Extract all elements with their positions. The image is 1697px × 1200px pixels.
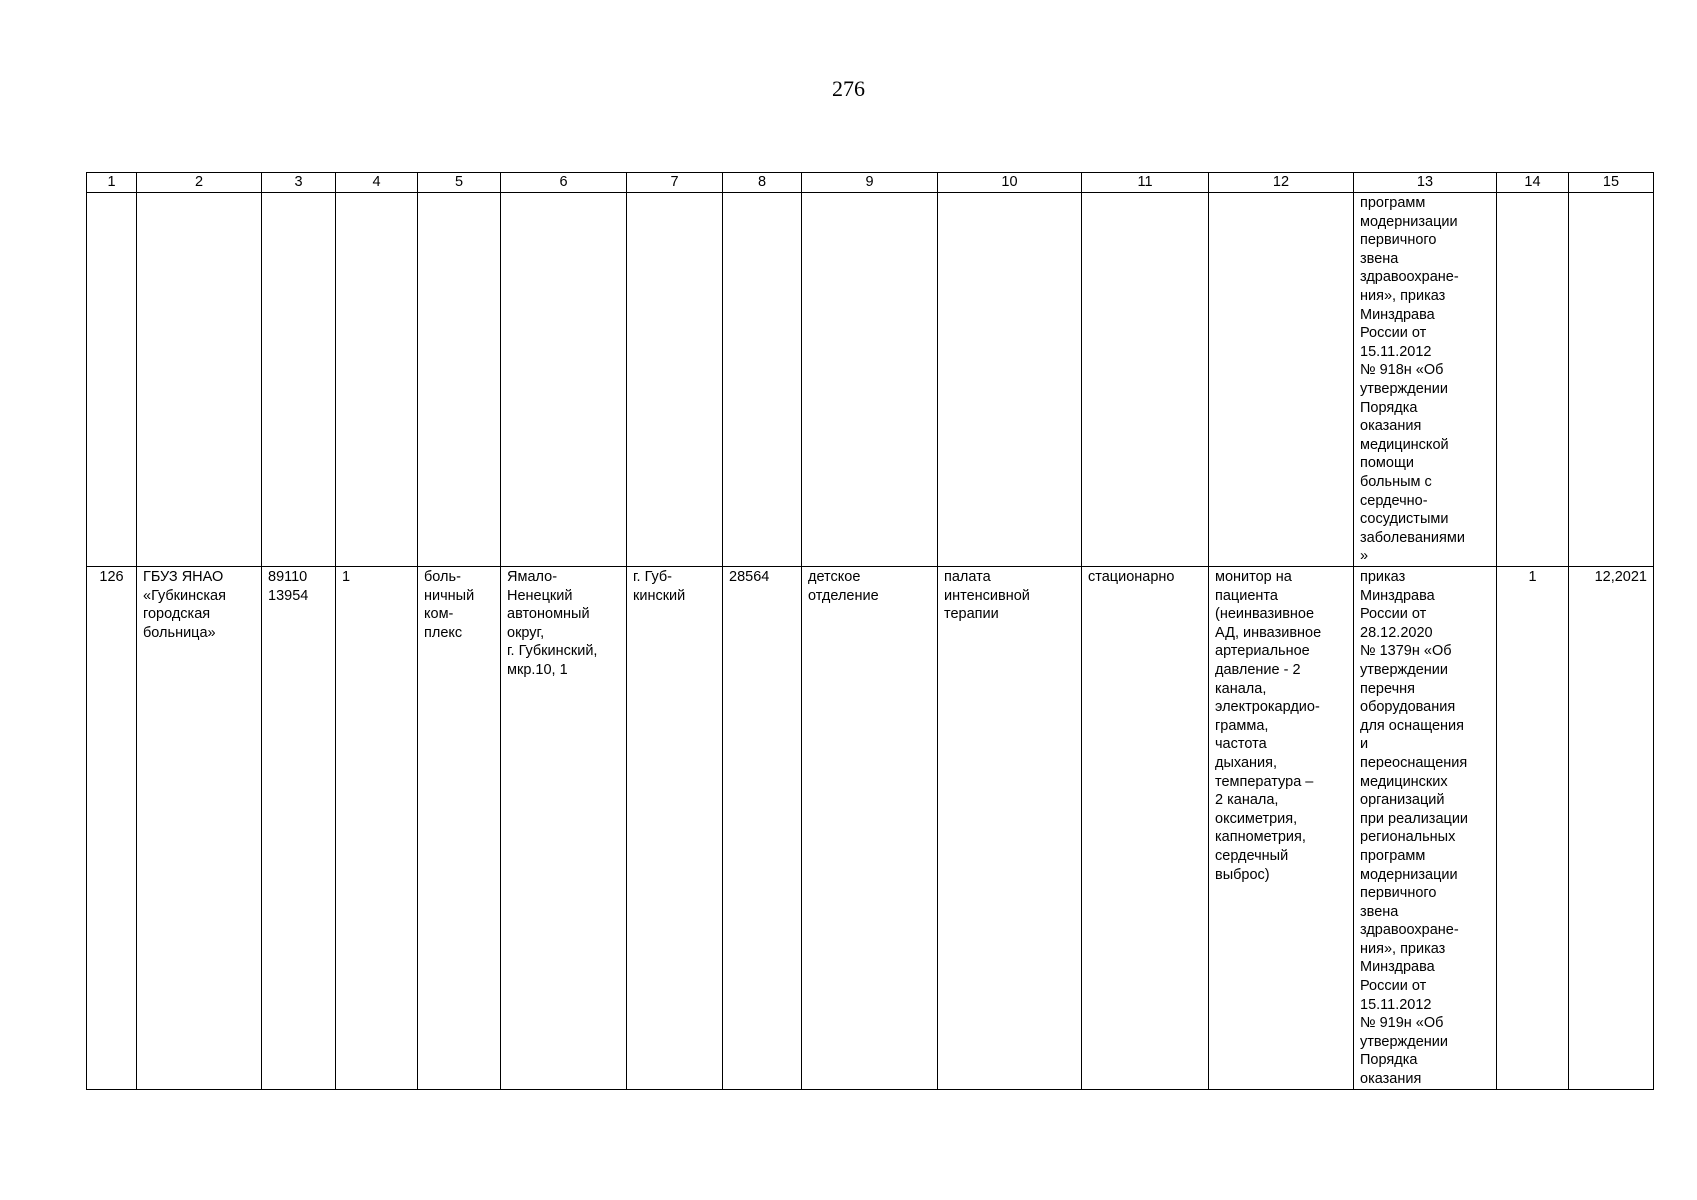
table-cell xyxy=(1569,193,1654,567)
organization-cell: ГБУЗ ЯНАО «Губкинская городская больница» xyxy=(137,567,262,1090)
table-cell xyxy=(87,193,137,567)
city-cell: г. Губ- кинский xyxy=(627,567,723,1090)
column-header: 2 xyxy=(137,173,262,193)
table-cell xyxy=(418,193,501,567)
table-cell xyxy=(1082,193,1209,567)
table-cell xyxy=(137,193,262,567)
address-cell: Ямало- Ненецкий автономный округ, г. Губкинский, мкр.10, 1 xyxy=(501,567,627,1090)
column-header: 9 xyxy=(802,173,938,193)
table-cell xyxy=(262,193,336,567)
table-cell xyxy=(802,193,938,567)
column-header: 15 xyxy=(1569,173,1654,193)
column-header: 14 xyxy=(1497,173,1569,193)
table-cell xyxy=(723,193,802,567)
date-cell: 12,2021 xyxy=(1569,567,1654,1090)
column-header: 7 xyxy=(627,173,723,193)
column-header: 4 xyxy=(336,173,418,193)
care-mode-cell: стационарно xyxy=(1082,567,1209,1090)
quantity-cell: 1 xyxy=(1497,567,1569,1090)
legal-basis-cell: программ модернизации первичного звена здравоохране- ния», приказ Минздрава России от 15.11.2012 № 918н «Об утверждении Порядка оказания медицинской помощи больным с сердечно- сосудистыми заболеваниями » xyxy=(1354,193,1497,567)
table-cell xyxy=(938,193,1082,567)
column-header: 8 xyxy=(723,173,802,193)
equipment-table xyxy=(86,172,1654,1090)
column-header: 1 xyxy=(87,173,137,193)
column-header: 10 xyxy=(938,173,1082,193)
unit-cell: палата интенсивной терапии xyxy=(938,567,1082,1090)
table-cell: 1 xyxy=(336,567,418,1090)
table-cell xyxy=(336,193,418,567)
column-number-row xyxy=(87,173,1654,193)
column-header: 13 xyxy=(1354,173,1497,193)
table-row xyxy=(87,193,1654,567)
column-header: 3 xyxy=(262,173,336,193)
table-cell xyxy=(1209,193,1354,567)
facility-type-cell: боль- ничный ком- плекс xyxy=(418,567,501,1090)
column-header: 6 xyxy=(501,173,627,193)
row-number-cell: 126 xyxy=(87,567,137,1090)
table-cell xyxy=(627,193,723,567)
table-cell xyxy=(501,193,627,567)
table-cell: 28564 xyxy=(723,567,802,1090)
legal-basis-cell: приказ Минздрава России от 28.12.2020 № 1379н «Об утверждении перечня оборудования для оснащения и переоснащения медицинских организаций при реализации региональных программ модернизации первичного звена здравоохране- ния», приказ Минздрава России от 15.11.2012 № 919н «Об утверждении Порядка оказания xyxy=(1354,567,1497,1090)
column-header: 12 xyxy=(1209,173,1354,193)
table-row xyxy=(87,567,1654,1090)
column-header: 5 xyxy=(418,173,501,193)
column-header: 11 xyxy=(1082,173,1209,193)
equipment-cell: монитор на пациента (неинвазивное АД, инвазивное артериальное давление - 2 канала, электрокардио- грамма, частота дыхания, температура – 2 канала, оксиметрия, капнометрия, сердечный выброс) xyxy=(1209,567,1354,1090)
department-cell: детское отделение xyxy=(802,567,938,1090)
page-number: 276 xyxy=(832,76,865,101)
table-cell xyxy=(1497,193,1569,567)
inn-cell: 89110 13954 xyxy=(262,567,336,1090)
